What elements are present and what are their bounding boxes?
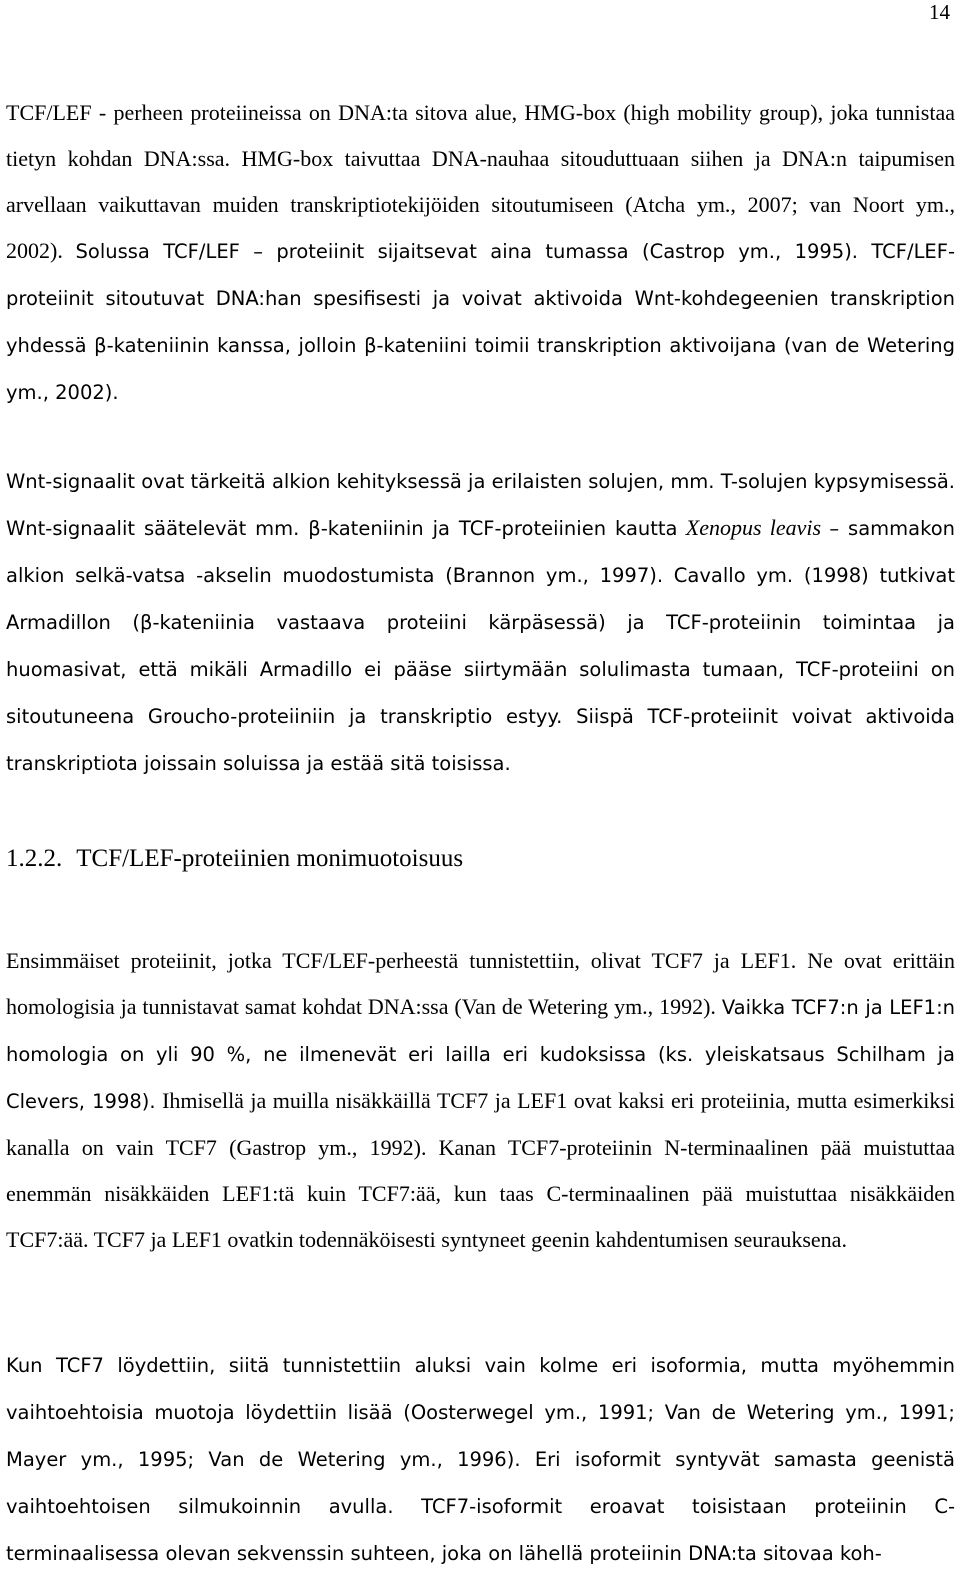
paragraph-wnt-signals: [6, 458, 955, 787]
paragraph-4-text: Kun TCF7 löydettiin, siitä tunnistettiin aluksi vain kolme eri isoformia, mutta myöhemmin vaihtoehtoisia muotoja löydettiin lisää (Oosterwegel ym., 1991; Van de Wetering ym., 1991; Mayer ym., 1995; Van de Wetering ym., 1996). Eri isoformit syntyvät samasta geenistä vaihtoehtoisen silmukoinnin avulla. TCF7-isoformit eroavat toisistaan proteiinin C-terminaalisessa olevan sekvenssin suhteen, joka on lähellä proteiinin DNA:ta sitovaa koh-: [6, 1354, 955, 1565]
paragraph-1-part-b: Solussa TCF/LEF – proteiinit sijaitsevat aina tumassa (Castrop ym., 1995). TCF/LEF-proteiinit sitoutuvat DNA:han spesifisesti ja voivat aktivoida Wnt-kohdegeenien transkription yhdessä β-kateniinin kanssa, jolloin β-kateniini toimii transkription aktivoijana (van de Wetering ym., 2002).: [6, 240, 956, 404]
species-name-italic: Xenopus leavis: [685, 515, 822, 540]
section-title: TCF/LEF-proteiinien monimuotoisuus: [76, 845, 464, 872]
paragraph-tcf-lef-hmg-box: [6, 90, 955, 416]
paragraph-1-part-a: TCF/LEF - perheen proteiineissa on DNA:ta sitova alue, HMG-box (high mobility group), joka tunnistaa tietyn kohdan DNA:ssa. HMG-box taivuttaa DNA-nauhaa sitouduttuaan siihen ja DNA:n taipumisen arvellaan vaikuttavan muiden transkriptiotekijöiden sitoutumiseen (Atcha ym., 2007; van Noort ym., 2002).: [6, 100, 955, 263]
paragraph-3-part-c: Ihmisellä ja muilla nisäkkäillä TCF7 ja LEF1 ovat kaksi eri proteiinia, mutta esimerkiksi kanalla on vain TCF7 (Gastrop ym., 1992). Kanan TCF7-proteiinin N-terminaalinen pää muistuttaa enemmän nisäkkäiden LEF1:tä kuin TCF7:ää, kun taas C-terminaalinen pää muistuttaa nisäkkäiden TCF7:ää. TCF7 ja LEF1 ovatkin todennäköisesti syntyneet geenin kahdentumisen seurauksena.: [6, 1088, 956, 1252]
paragraph-3-part-a: Ensimmäiset proteiinit, jotka TCF/LEF-perheestä tunnistettiin, olivat TCF7 ja LEF1. Ne ovat erittäin homologisia ja tunnistavat samat kohdat DNA:ssa (Van de Wetering ym., 1992).: [6, 948, 955, 1019]
paragraph-tcf7-isoforms: [6, 1342, 955, 1577]
section-heading: [6, 836, 463, 882]
section-number: 1.2.2.: [6, 845, 63, 872]
paragraph-2-part-b: – sammakon alkion selkä-vatsa -akselin muodostumista (Brannon ym., 1997). Cavallo ym. (1998) tutkivat Armadillon (β-kateniinia vastaava proteiini kärpäsessä) ja TCF-proteiinin toimintaa ja huomasivat, että mikäli Armadillo ei pääse siirtymään solulimasta tumaan, TCF-proteiini on sitoutuneena Groucho-proteiiniin ja transkriptio estyy. Siispä TCF-proteiinit voivat aktivoida transkriptiota joissain soluissa ja estää sitä toisissa.: [6, 517, 955, 775]
paragraph-3-part-b: Vaikka TCF7:n ja LEF1:n homologia on yli 90 %, ne ilmenevät eri lailla eri kudoksissa (ks. yleiskatsaus Schilham ja Clevers, 1998).: [6, 996, 956, 1113]
paragraph-2-part-a: Wnt-signaalit ovat tärkeitä alkion kehityksessä ja erilaisten solujen, mm. T-solujen kypsymisessä. Wnt-signaalit säätelevät mm. β-kateniinin ja TCF-proteiinien kautta: [6, 470, 955, 540]
paragraph-first-proteins: [6, 938, 955, 1263]
page-number: 14: [929, 0, 950, 24]
